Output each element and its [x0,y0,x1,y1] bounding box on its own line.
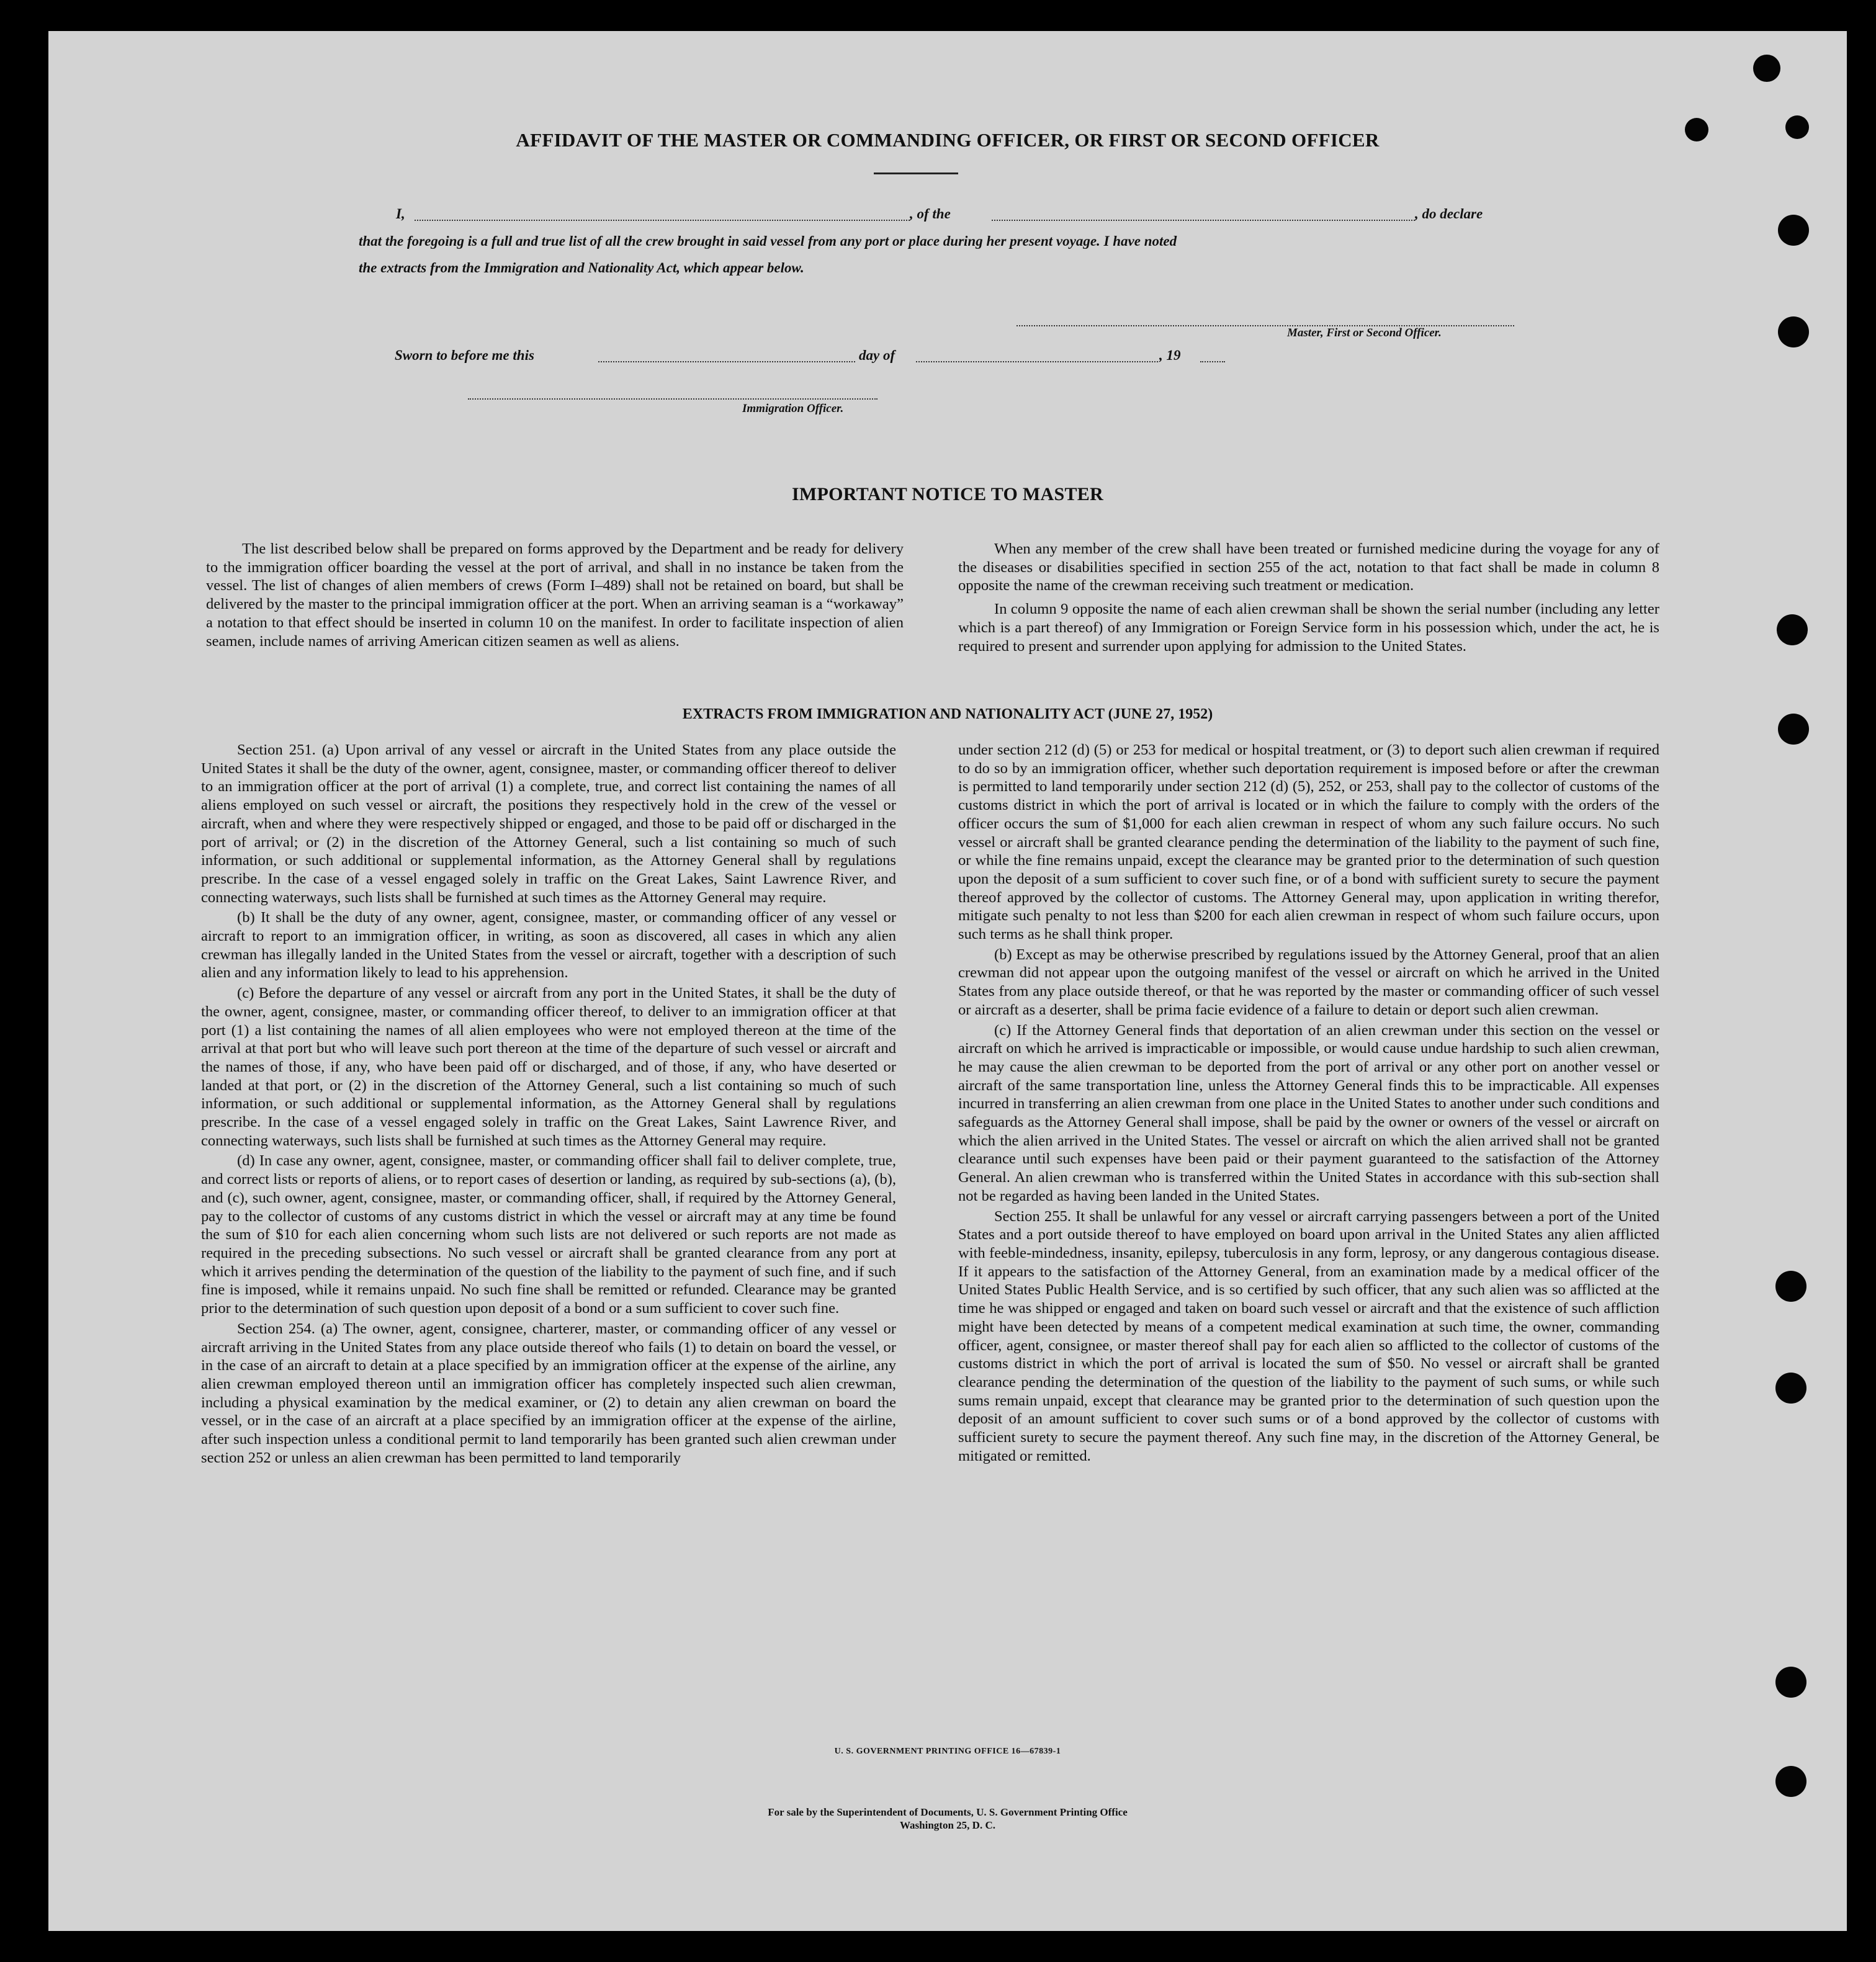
notice-paragraph: When any member of the crew shall have been treated or furnished medicine during the voyage for any of the diseases or disabilities specified in section 255 of the act, notation to that fact shall be made in column 8 opposite the name of the crewman receiving such treatment or medication. [958,540,1659,594]
sale-footer-line-2: Washington 25, D. C. [900,1819,995,1831]
officer-caption: Master, First or Second Officer. [1287,326,1442,339]
extract-paragraph: Section 254. (a) The owner, agent, consignee, charterer, master, or commanding officer of any vessel or aircraft arriving in the United States from any place outside thereof who fails (1) to detain on board the vessel, or in the case of an aircraft to detain at a place specified by an immigration officer at the expense of the airline, any alien crewman employed thereon until an immigration officer has completely inspected such alien crewman, including a physical examination by the medical examiner, or (2) to detain any alien crewman on board the vessel, or in the case of an aircraft at a place specified by an immigration officer at the expense of the airline, after such inspection unless a conditional permit to land temporarily has been granted such alien crewman under section 252 or unless an alien crewman has been permitted to land temporarily [201,1320,896,1466]
extract-paragraph: under section 212 (d) (5) or 253 for medical or hospital treatment, or (3) to deport such alien crewman if required to do so by an immigration officer, whether such deportation requirement is imposed before or after the crewman is permitted to land temporarily under section 212 (d) (5), 252, or 253, shall pay to the collector of customs of the customs district in which the port of arrival is located or in which the failure to comply with the orders of the officer occurs the sum of $1,000 for each alien crewman in respect of whom any such failure occurs. No such vessel or aircraft shall be granted clearance pending the determination of the liability to the payment of such fine, or while the fine remains unpaid, except the clearance may be granted prior to the determination of such question upon the deposit of a sum sufficient to cover such fine, or of a bond with sufficient surety to secure the payment thereof approved by the collector of customs. The Attorney General may, upon application in writing therefor, mitigate such penalty to not less than $200 for each alien crewman in respect of whom such failure occurs, upon such terms as he shall think proper. [958,741,1659,943]
affidavit-title: AFFIDAVIT OF THE MASTER OR COMMANDING OFFICER, OR FIRST OR SECOND OFFICER [516,129,1380,151]
punch-hole-icon [1777,614,1808,645]
vessel-name-field[interactable] [992,220,1415,221]
notice-paragraph: In column 9 opposite the name of each alien crewman shall be shown the serial number (including any letter which is a part thereof) of any Immigration or Foreign Service form in his possession which, under the act, he is required to present and surrender upon applying for admission to the United States. [958,601,1659,655]
punch-hole-icon [1775,1667,1806,1698]
day-of-label: day of [859,347,895,363]
notice-paragraph: The list described below shall be prepared on forms approved by the Department and be ready for delivery to the immigration officer boarding the vessel at the port of arrival, and shall in no instance be taken from the vessel. The list of changes of alien members of crews (Form I–489) shall not be retained on board, but shall be delivered by the master to the principal immigration officer at the port. When an arriving seaman is a “workaway” a notation to that effect should be inserted in column 10 on the manifest. In order to facilitate inspection of alien seamen, include names of arriving American citizen seamen as well as aliens. [206,540,904,650]
immigration-officer-caption: Immigration Officer. [742,402,844,415]
punch-hole-icon [1753,55,1780,82]
sale-footer [48,1806,1847,1832]
declarant-prefix: I, [396,206,405,222]
extract-paragraph: (c) Before the departure of any vessel or aircraft from any port in the United States, it shall be the duty of the owner, agent, consignee, master, or commanding officer thereof, to deliver to an immigration officer at that port (1) a list containing the names of all alien employees who were not employed thereon at the time of the arrival at that port but who will leave such port thereon at the time of the departure of such vessel or aircraft and the names of those, if any, who have been paid off or discharged, and of those, if any, who have deserted or landed at that port, or (2) in the discretion of the Attorney General, such a list containing so much of such information, or such additional or supplemental information, as the Attorney General shall by regulations prescribe. In the case of a vessel engaged solely in traffic on the Great Lakes, Saint Lawrence River, and connecting waterways, such lists shall be furnished at such times as the Attorney General may require. [201,985,896,1149]
notice-right-column [958,540,1659,655]
title-rule [874,172,958,174]
sworn-month-field[interactable] [916,361,1158,362]
extract-paragraph: Section 255. It shall be unlawful for any vessel or aircraft carrying passengers between a port of the United States and a port outside thereof to have employed on board upon arrival in the United States any alien afflicted with feeble-mindedness, insanity, epilepsy, tuberculosis in any form, leprosy, or any dangerous contagious disease. If it appears to the satisfaction of the Attorney General, from an examination made by a medical officer of the United States Public Health Service, and is so certified by such officer, that any such alien was so afflicted at the time he was shipped or engaged and taken on board such vessel or aircraft and that the existence of such affliction might have been detected by means of a competent medical examination at such time, the owner, commanding officer, agent, consignee, or master thereof shall pay for each alien so afflicted to the collector of customs of the customs district in which the port of arrival is located the sum of $50. No vessel or aircraft shall be granted clearance pending the determination of the question of the liability to the payment of such sums, or while such sums remain unpaid, except that clearance may be granted prior to the determination of such question upon the deposit of an amount sufficient to cover such sums or of a bond approved by the collector of customs with sufficient surety to secure the payment thereof. Any such fine may, in the discretion of the Attorney General, be mitigated or remitted. [958,1207,1659,1464]
extract-paragraph: (c) If the Attorney General finds that deportation of an alien crewman under this section on the vessel or aircraft on which he arrived is impracticable or impossible, or would cause undue hardship to such alien crewman, he may cause the alien crewman to be deported from the port of arrival or any other port on another vessel or aircraft of the same transportation line, unless the Attorney General finds this to be impracticable. All expenses incurred in transferring an alien crewman from one place in the United States to another under such conditions and safeguards as the Attorney General shall impose, shall be paid by the owner or owners of the vessel or aircraft on which the alien arrived in the United States. The vessel or aircraft on which the alien arrived shall not be granted clearance until such expenses have been paid or their payment guaranteed to the satisfaction of the Attorney General. An alien crewman who is transferred within the United States in accordance with this sub-section shall not be regarded as having been landed in the United States. [958,1021,1659,1204]
extracts-title: EXTRACTS FROM IMMIGRATION AND NATIONALITY ACT (JUNE 27, 1952) [682,706,1213,722]
affidavit-line-2: that the foregoing is a full and true list of all the crew brought in said vessel from any port or place during her present voyage. I have noted [359,233,1177,249]
do-declare-label: , do declare [1415,206,1483,222]
sworn-year-field[interactable] [1200,361,1225,362]
sale-footer-line-1: For sale by the Superintendent of Documents, U. S. Government Printing Office [768,1806,1128,1818]
declarant-name-field[interactable] [415,220,910,221]
notice-left-column [206,540,904,650]
extracts-left-column [201,741,896,1467]
sworn-day-field[interactable] [598,361,855,362]
punch-hole-icon [1775,1271,1806,1302]
extract-paragraph: (b) Except as may be otherwise prescribed by regulations issued by the Attorney General, proof that an alien crewman did not appear upon the outgoing manifest of the vessel or aircraft on which he arrived in the United States from any place outside thereof, or that he was reported by the master or commanding officer of such vessel or aircraft as a deserter, shall be prima facie evidence of a failure to detain or deport such alien crewman. [958,946,1659,1018]
punch-hole-icon [1775,1766,1806,1797]
extract-paragraph: Section 251. (a) Upon arrival of any vessel or aircraft in the United States from any place outside the United States it shall be the duty of the owner, agent, consignee, master, or commanding officer thereof to deliver to an immigration officer at the port of arrival (1) a complete, true, and correct list containing the names of all aliens employed on such vessel or aircraft, the positions they respectively hold in the crew of the vessel or aircraft, when and where they were respectively shipped or engaged, and those to be paid off or discharged in the port of arrival; or (2) in the discretion of the Attorney General, such a list containing so much of such information, or such additional or supplemental information, as the Attorney General shall by regulations prescribe. In the case of a vessel engaged solely in traffic on the Great Lakes, Saint Lawrence River, and connecting waterways, such lists shall be furnished at such times as the Attorney General may require. [201,741,896,906]
notice-title: IMPORTANT NOTICE TO MASTER [791,484,1104,504]
year-label: , 19 [1159,347,1181,363]
printer-imprint: U. S. GOVERNMENT PRINTING OFFICE 16—67839-1 [834,1747,1061,1756]
extracts-right-column [958,741,1659,1465]
extract-paragraph: (b) It shall be the duty of any owner, agent, consignee, master, or commanding officer of any vessel or aircraft to report to an immigration officer, in writing, as soon as discovered, all cases in which any alien crewman has illegally landed in the United States from the vessel or aircraft, together with a description of such alien and any information likely to lead to his apprehension. [201,909,896,982]
extract-paragraph: (d) In case any owner, agent, consignee, master, or commanding officer shall fail to deliver complete, true, and correct lists or reports of aliens, or to report cases of desertion or landing, as required by sub-sections (a), (b), and (c), such owner, agent, consignee, master, or commanding officer, shall, if required by the Attorney General, pay to the collector of customs of any customs district in which the vessel or aircraft may at any time be found the sum of $10 for each alien concerning whom such lists are not delivered or such reports are not made as required in the preceding subsections. No such vessel or aircraft shall be granted clearance from any port at which it arrives pending the determination of the question of the liability to the payment of such fine, and if such fine is imposed, while it remains unpaid. No such fine shall be remitted or refunded. Clearance may be granted prior to the determination of such question upon deposit of a bond or a sum sufficient to cover such fine. [201,1152,896,1317]
punch-hole-icon [1778,316,1809,347]
sworn-label: Sworn to before me this [395,347,534,363]
form-sheet [48,31,1847,1931]
punch-hole-icon [1775,1373,1806,1404]
affidavit-line-3: the extracts from the Immigration and Nationality Act, which appear below. [359,260,804,275]
punch-hole-icon [1778,215,1809,246]
of-the-label: , of the [910,206,951,222]
immigration-officer-signature-field[interactable] [468,398,877,400]
